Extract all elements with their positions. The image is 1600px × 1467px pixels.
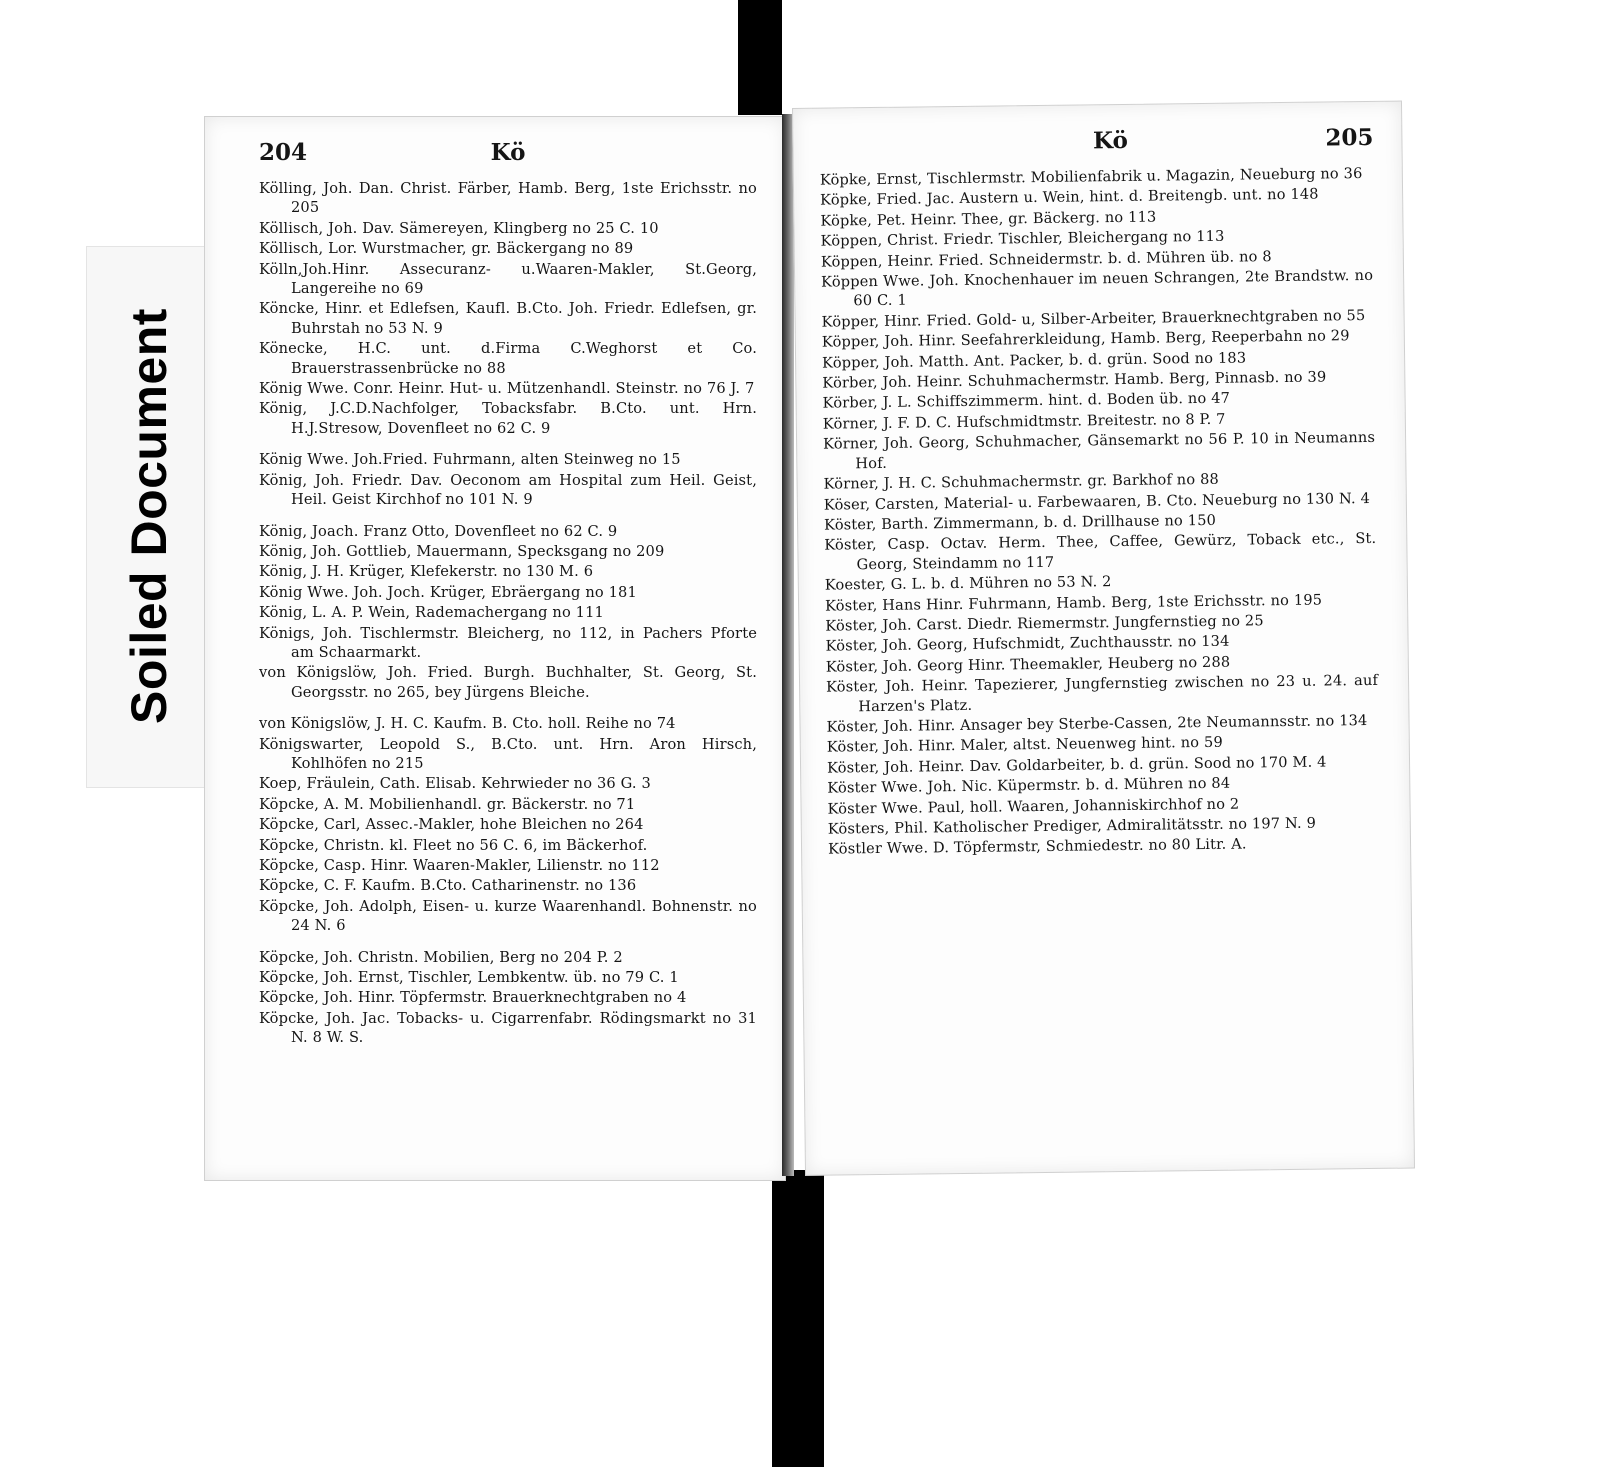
directory-entry: Köster, Casp. Octav. Herm. Thee, Caffee, Gewürz, Toback etc., St. Georg, Steindamm no 117 [824, 530, 1377, 573]
directory-entry: Köpcke, Joh. Ernst, Tischler, Lembkentw. üb. no 79 C. 1 [259, 969, 679, 987]
left-page-header-word: Kö [490, 139, 526, 166]
directory-entry: Koester, G. L. b. d. Mühren no 53 N. 2 [824, 573, 1112, 594]
left-page-number: 204 [259, 139, 308, 166]
directory-entry: Köstler Wwe. D. Töpfermstr, Schmiedestr. no 80 Litr. A. [827, 835, 1247, 859]
right-page-header-word: Kö [1092, 126, 1128, 155]
directory-entry: Köppen, Heinr. Fried. Schneidermstr. b. d. Mühren üb. no 8 [820, 247, 1272, 271]
directory-entry: Köpper, Hinr. Fried. Gold- u, Silber-Arbeiter, Brauerknechtgraben no 55 [821, 306, 1366, 331]
directory-entry: Köster Wwe. Joh. Nic. Küpermstr. b. d. Mühren no 84 [827, 774, 1231, 797]
directory-entry: Köster Wwe. Paul, holl. Waaren, Johanniskirchhof no 2 [827, 795, 1240, 818]
book-gutter [782, 114, 794, 1176]
directory-entry: Köster, Joh. Heinr. Dav. Goldarbeiter, b. d. grün. Sood no 170 M. 4 [826, 753, 1327, 777]
directory-entry: König, L. A. P. Wein, Rademachergang no 111 [259, 604, 604, 622]
directory-entry: Köppen Wwe. Joh. Knochenhauer im neuen Schrangen, 2te Brandstw. no 60 C. 1 [821, 266, 1374, 310]
directory-entry: Köster, Joh. Georg, Hufschmidt, Zuchthausstr. no 134 [825, 633, 1230, 655]
directory-entry: von Königslöw, Joh. Fried. Burgh. Buchhalter, St. Georg, St. Georgsstr. no 265, bey Jürgens Bleiche. [259, 664, 757, 701]
directory-entry: Köster, Joh. Carst. Diedr. Riemermstr. Jungfernstieg no 25 [825, 612, 1264, 635]
directory-entry: Köpcke, Joh. Christn. Mobilien, Berg no 204 P. 2 [259, 948, 623, 966]
directory-entry: Köpcke, Carl, Assec.-Makler, hohe Bleichen no 264 [259, 816, 644, 834]
directory-entry: König, Joh. Gottlieb, Mauermann, Specksgang no 209 [259, 542, 665, 560]
directory-entry: König, Joach. Franz Otto, Dovenfleet no 62 C. 9 [259, 522, 618, 540]
directory-entry: Könecke, H.C. unt. d.Firma C.Weghorst et Co. Brauerstrassenbrücke no 88 [259, 340, 757, 377]
directory-entry: Kölling, Joh. Dan. Christ. Färber, Hamb. Berg, 1ste Erichsstr. no 205 [259, 180, 757, 217]
directory-entry: Köpcke, C. F. Kaufm. B.Cto. Catharinenstr. no 136 [259, 877, 637, 895]
left-page [204, 116, 786, 1181]
directory-entry: Köllisch, Joh. Dav. Sämereyen, Klingberg no 25 C. 10 [259, 219, 659, 237]
directory-entry: Kösters, Phil. Katholischer Prediger, Admiralitätsstr. no 197 N. 9 [827, 814, 1317, 838]
directory-entry: Köllisch, Lor. Wurstmacher, gr. Bäckergang no 89 [259, 240, 634, 258]
directory-entry: König Wwe. Conr. Heinr. Hut- u. Mützenhandl. Steinstr. no 76 J. 7 [259, 380, 755, 398]
directory-entry: Köpke, Ernst, Tischlermstr. Mobilienfabrik u. Magazin, Neueburg no 36 [819, 165, 1363, 189]
directory-entry: Köster, Barth. Zimmermann, b. d. Drillhause no 150 [823, 511, 1217, 534]
directory-entry: Köster, Joh. Georg Hinr. Theemakler, Heuberg no 288 [825, 653, 1231, 676]
directory-entry: von Königslöw, J. H. C. Kaufm. B. Cto. holl. Reihe no 74 [259, 715, 676, 733]
directory-entry: Körber, Joh. Heinr. Schuhmachermstr. Hamb. Berg, Pinnasb. no 39 [822, 368, 1327, 392]
right-page-number: 205 [1325, 123, 1374, 152]
directory-entry: Körner, J. F. D. C. Hufschmidtmstr. Breitestr. no 8 P. 7 [822, 410, 1226, 433]
directory-entry: Körner, Joh. Georg, Schuhmacher, Gänsemarkt no 56 P. 10 in Neumanns Hof. [823, 429, 1376, 472]
right-entries [820, 164, 1380, 861]
directory-entry: Körner, J. H. C. Schuhmachermstr. gr. Barkhof no 88 [823, 470, 1220, 493]
directory-entry: König, J. H. Krüger, Klefekerstr. no 130 M. 6 [259, 563, 594, 581]
directory-entry: Köpcke, Joh. Adolph, Eisen- u. kurze Waarenhandl. Bohnenstr. no 24 N. 6 [259, 897, 757, 935]
directory-entry: Kölln,Joh.Hinr. Assecuranz- u.Waaren-Makler, St.Georg, Langereihe no 69 [259, 260, 757, 298]
soiled-document-stamp: Soiled Document [121, 308, 177, 724]
directory-entry: Köster, Joh. Hinr. Maler, altst. Neuenweg hint. no 59 [826, 734, 1223, 756]
directory-entry: Köster, Joh. Hinr. Ansager bey Sterbe-Cassen, 2te Neumannsstr. no 134 [826, 711, 1368, 736]
directory-entry: Köpke, Pet. Heinr. Thee, gr. Bäckerg. no 113 [820, 208, 1157, 230]
directory-entry: Köster, Joh. Heinr. Tapezierer, Jungfernstieg zwischen no 23 u. 24. auf Harzen's Platz. [825, 672, 1379, 715]
binding-tape-bottom [772, 1170, 824, 1467]
directory-entry: Köpcke, Joh. Jac. Tobacks- u. Cigarrenfabr. Rödingsmarkt no 31 N. 8 W. S. [259, 1009, 757, 1047]
directory-entry: Köpcke, Christn. kl. Fleet no 56 C. 6, im Bäckerhof. [259, 836, 648, 854]
directory-entry: Köster, Hans Hinr. Fuhrmann, Hamb. Berg, 1ste Erichsstr. no 195 [824, 591, 1323, 615]
directory-entry: Königswarter, Leopold S., B.Cto. unt. Hrn. Aron Hirsch, Kohlhöfen no 215 [259, 735, 757, 772]
directory-entry: Köpper, Joh. Matth. Ant. Packer, b. d. grün. Sood no 183 [822, 349, 1247, 372]
left-page-header [259, 139, 757, 179]
directory-entry: Koep, Fräulein, Cath. Elisab. Kehrwieder no 36 G. 3 [259, 775, 651, 793]
directory-entry: Köser, Carsten, Material- u. Farbewaaren, B. Cto. Neueburg no 130 N. 4 [823, 489, 1371, 514]
directory-entry: Köpke, Fried. Jac. Austern u. Wein, hint. d. Breitengb. unt. no 148 [820, 185, 1319, 210]
directory-entry: Köpcke, Joh. Hinr. Töpfermstr. Brauerknechtgraben no 4 [259, 989, 687, 1007]
directory-entry: Köpcke, A. M. Mobilienhandl. gr. Bäckerstr. no 71 [259, 795, 636, 813]
directory-entry: Köpcke, Casp. Hinr. Waaren-Makler, Lilienstr. no 112 [259, 857, 660, 874]
directory-entry: Köpper, Joh. Hinr. Seefahrerkleidung, Hamb. Berg, Reeperbahn no 29 [821, 327, 1350, 351]
directory-entry: König, J.C.D.Nachfolger, Tobacksfabr. B.Cto. unt. Hrn. H.J.Stresow, Dovenfleet no 62 C. 9 [259, 400, 757, 437]
left-entries [259, 179, 757, 1049]
right-page [792, 101, 1415, 1176]
directory-entry: König Wwe. Joh.Fried. Fuhrmann, alten Steinweg no 15 [259, 451, 681, 469]
directory-entry: Köncke, Hinr. et Edlefsen, Kaufl. B.Cto. Joh. Friedr. Edlefsen, gr. Buhrstah no 53 N. 9 [259, 300, 757, 337]
directory-entry: König Wwe. Joh. Joch. Krüger, Ebräergang no 181 [259, 583, 637, 601]
right-page-header [847, 124, 1373, 170]
directory-entry: Königs, Joh. Tischlermstr. Bleicherg, no 112, in Pachers Pforte am Schaarmarkt. [259, 624, 757, 661]
directory-entry: Körber, J. L. Schiffszimmerm. hint. d. Boden üb. no 47 [822, 390, 1231, 413]
binding-tape-top [738, 0, 782, 115]
directory-entry: König, Joh. Friedr. Dav. Oeconom am Hospital zum Heil. Geist, Heil. Geist Kirchhof no 101 N. 9 [259, 471, 757, 509]
directory-entry: Köppen, Christ. Friedr. Tischler, Bleichergang no 113 [820, 227, 1225, 250]
